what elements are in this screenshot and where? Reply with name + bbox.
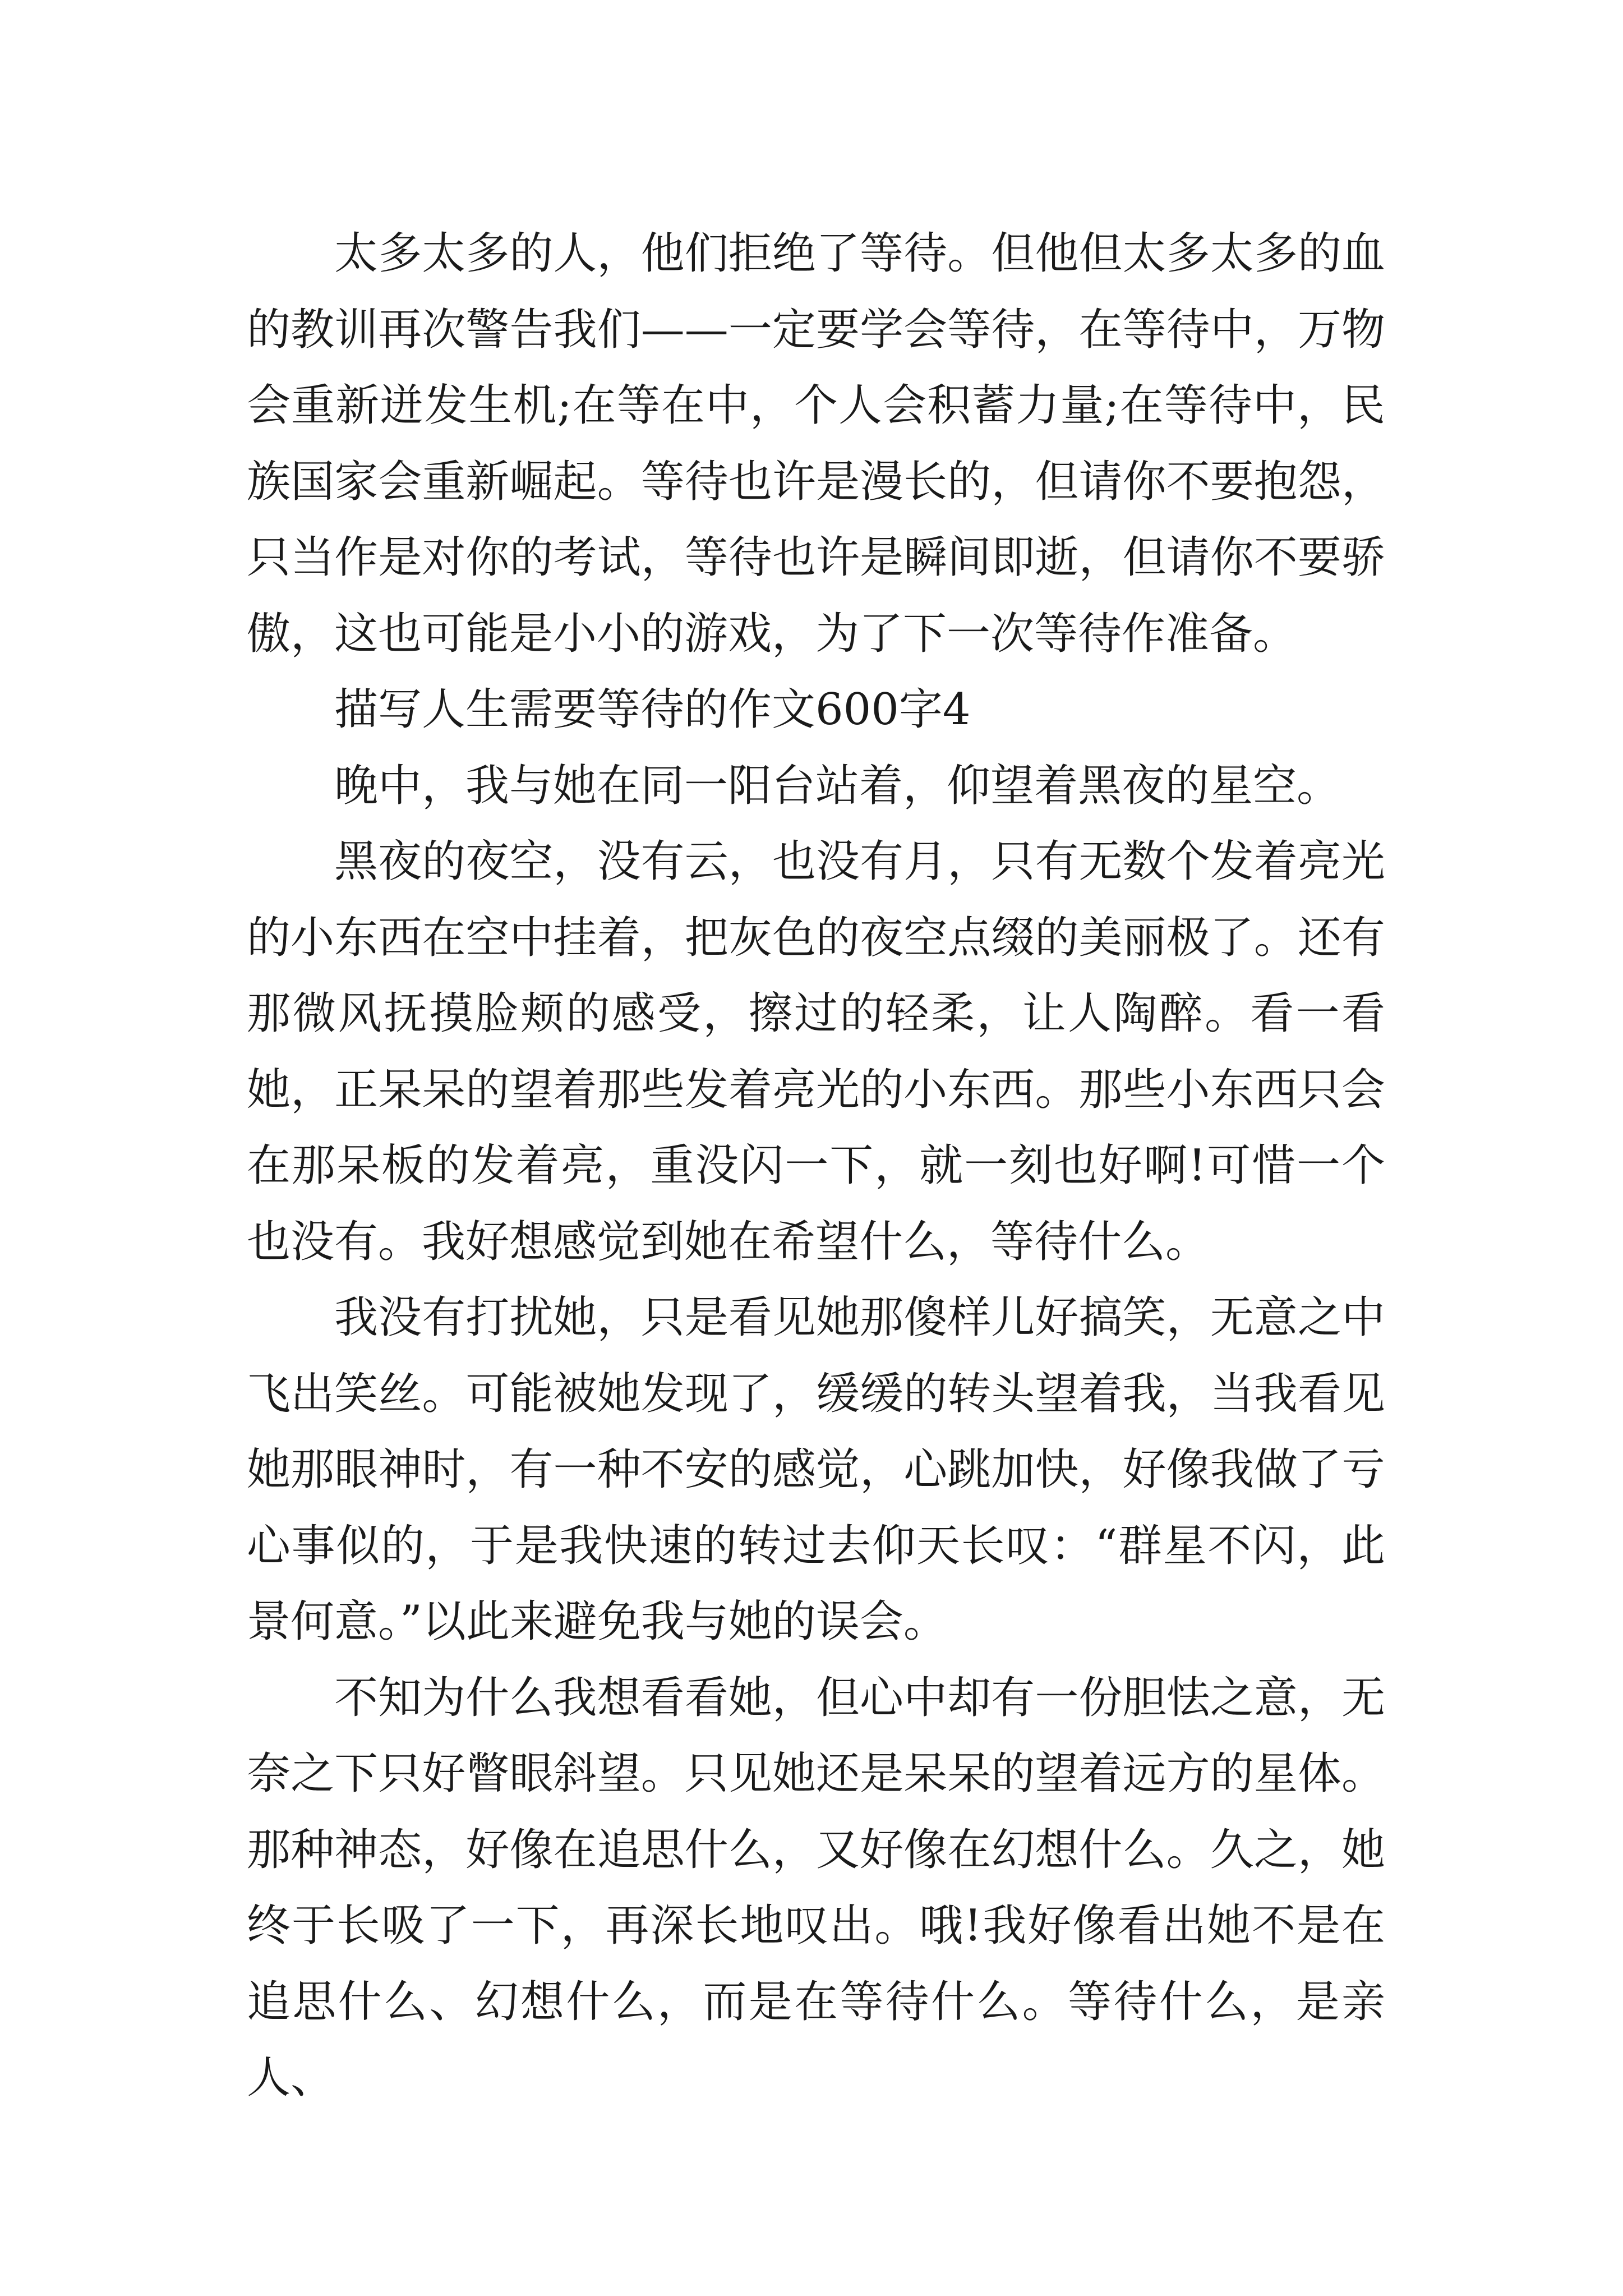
paragraph-5: 不知为什么我想看看她，但心中却有一份胆怯之意，无奈之下只好瞥眼斜望。只见她还是呆呆的望着远方的星体。那种神态，好像在追思什么，又好像在幻想什么。久之，她终于长吸了一下，再深长地叹出。哦!我好像看出她不是在追思什么、幻想什么，而是在等待什么。等待什么，是亲人、 — [247, 1672, 1385, 2103]
section-heading: 描写人生需要等待的作文600字4 — [334, 684, 971, 735]
paragraph-2: 晚中，我与她在同一阳台站着，仰望着黑夜的星空。 — [334, 760, 1341, 811]
paragraph-3: 黑夜的夜空，没有云，也没有月，只有无数个发着亮光的小东西在空中挂着，把灰色的夜空点缀的美丽极了。还有那微风抚摸脸颊的感受，擦过的轻柔，让人陶醉。看一看她，正呆呆的望着那些发着亮光的小东西。那些小东西只会在那呆板的发着亮，重没闪一下，就一刻也好啊!可惜一个也没有。我好想感觉到她在希望什么，等待什么。 — [247, 836, 1385, 1267]
paragraph-1: 太多太多的人，他们拒绝了等待。但他但太多太多的血的教训再次警告我们——一定要学会等待，在等待中，万物会重新迸发生机;在等在中，个人会积蓄力量;在等待中，民族国家会重新崛起。等待也许是漫长的，但请你不要抱怨，只当作是对你的考试，等待也许是瞬间即逝，但请你不要骄傲，这也可能是小小的游戏，为了下一次等待作准备。 — [247, 228, 1385, 659]
paragraph-4: 我没有打扰她，只是看见她那傻样儿好搞笑，无意之中飞出笑丝。可能被她发现了，缓缓的转头望着我，当我看见她那眼神时，有一种不安的感觉，心跳加快，好像我做了亏心事似的，于是我快速的转过去仰天长叹：“群星不闪，此景何意。”以此来避免我与她的误会。 — [247, 1292, 1385, 1647]
document-body — [247, 216, 1385, 2116]
